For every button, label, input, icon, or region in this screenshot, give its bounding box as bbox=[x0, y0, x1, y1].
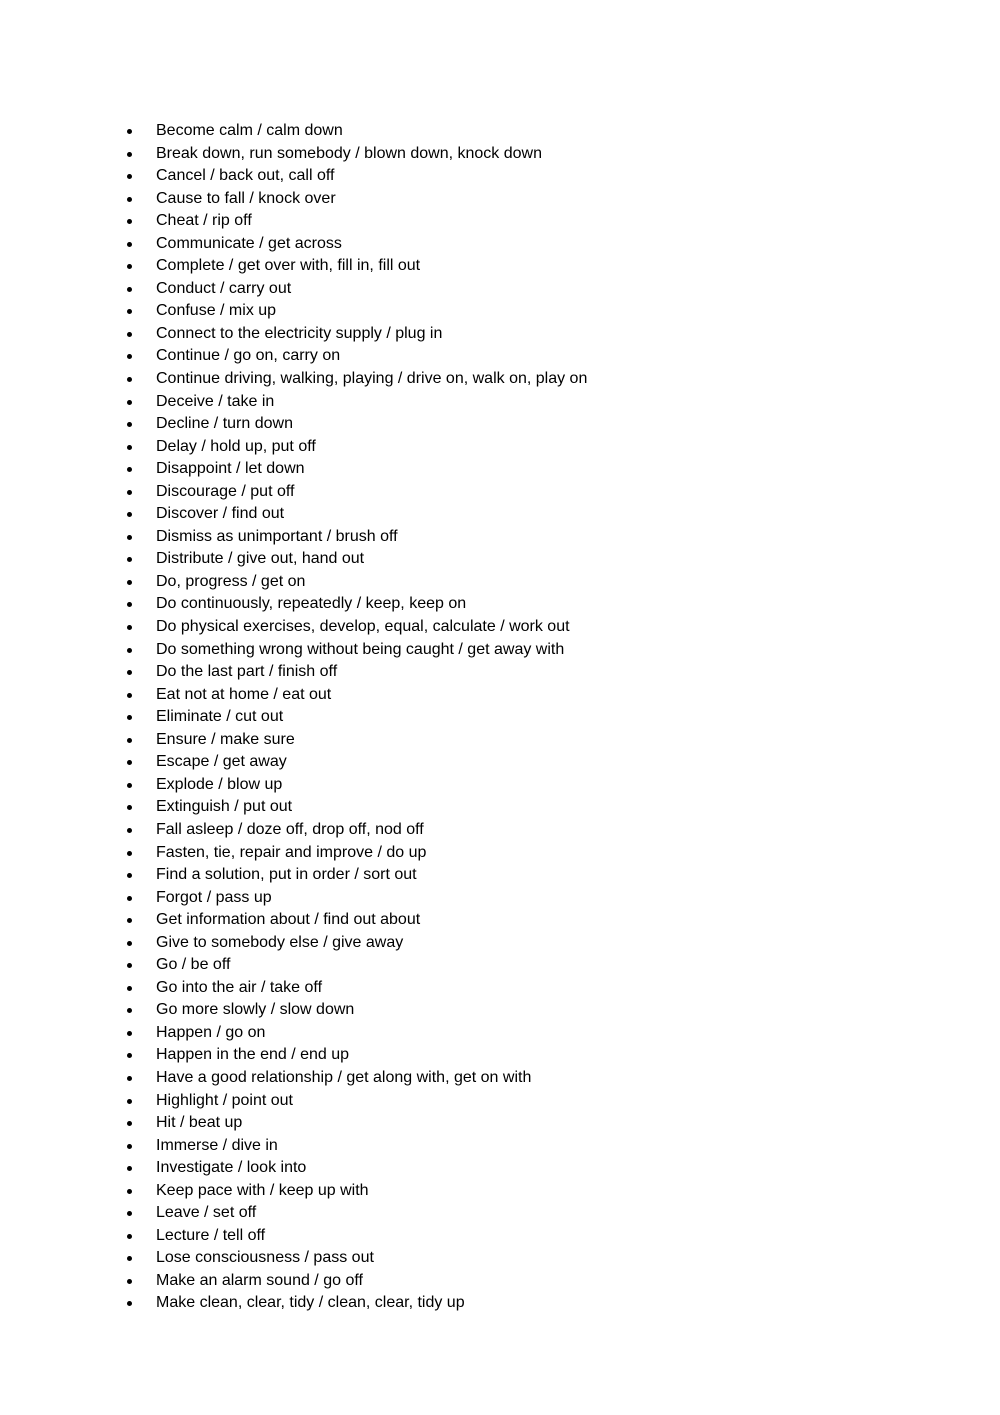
list-item-text: Do, progress / get on bbox=[156, 572, 306, 590]
bullet-icon bbox=[127, 828, 132, 833]
list-item-text: Delay / hold up, put off bbox=[156, 437, 316, 455]
bullet-icon bbox=[127, 1099, 132, 1104]
bullet-icon bbox=[127, 1008, 132, 1013]
bullet-icon bbox=[127, 963, 132, 968]
list-item-text: Eliminate / cut out bbox=[156, 708, 284, 726]
bullet-icon bbox=[127, 1166, 132, 1171]
list-item-text: Make clean, clear, tidy / clean, clear, tidy up bbox=[156, 1294, 465, 1312]
bullet-icon bbox=[127, 152, 132, 157]
list-item-text: Discourage / put off bbox=[156, 482, 295, 500]
list-item-text: Decline / turn down bbox=[156, 415, 293, 433]
bullet-icon bbox=[127, 918, 132, 923]
bullet-icon bbox=[127, 490, 132, 495]
list-item-text: Forgot / pass up bbox=[156, 888, 272, 906]
list-item-text: Continue driving, walking, playing / drive on, walk on, play on bbox=[156, 370, 588, 388]
bullet-icon bbox=[127, 1076, 132, 1081]
bullet-icon bbox=[127, 1301, 132, 1306]
bullet-icon bbox=[127, 851, 132, 856]
bullet-icon bbox=[127, 129, 132, 134]
list-item-text: Dismiss as unimportant / brush off bbox=[156, 527, 398, 545]
list-item-text: Extinguish / put out bbox=[156, 798, 293, 816]
list-item-text: Hit / beat up bbox=[156, 1114, 243, 1132]
bullet-icon bbox=[127, 648, 132, 653]
bullet-icon bbox=[127, 332, 132, 337]
bullet-icon bbox=[127, 354, 132, 359]
bullet-icon bbox=[127, 264, 132, 269]
bullet-icon bbox=[127, 1053, 132, 1058]
list-item-text: Deceive / take in bbox=[156, 392, 275, 410]
list-item-text: Have a good relationship / get along with, get on with bbox=[156, 1068, 532, 1086]
bullet-icon bbox=[127, 197, 132, 202]
list-item-text: Go / be off bbox=[156, 956, 231, 974]
bullet-icon bbox=[127, 1121, 132, 1126]
bullet-icon bbox=[127, 896, 132, 901]
list-item-text: Confuse / mix up bbox=[156, 302, 277, 320]
list-item-text: Distribute / give out, hand out bbox=[156, 550, 365, 568]
bullet-icon bbox=[127, 309, 132, 314]
list-item-text: Happen / go on bbox=[156, 1023, 266, 1041]
bullet-icon bbox=[127, 941, 132, 946]
bullet-icon bbox=[127, 287, 132, 292]
bullet-icon bbox=[127, 873, 132, 878]
bullet-icon bbox=[127, 738, 132, 743]
list-item-text: Explode / blow up bbox=[156, 775, 283, 793]
bullet-icon bbox=[127, 1279, 132, 1284]
list-item-text: Find a solution, put in order / sort out bbox=[156, 866, 417, 884]
list-item-text: Leave / set off bbox=[156, 1204, 257, 1222]
bullet-icon bbox=[127, 242, 132, 247]
list-item-text: Lose consciousness / pass out bbox=[156, 1249, 374, 1267]
list-item-text: Lecture / tell off bbox=[156, 1226, 266, 1244]
bullet-icon bbox=[127, 693, 132, 698]
list-item-text: Highlight / point out bbox=[156, 1091, 293, 1109]
bullet-icon bbox=[127, 512, 132, 517]
bullet-icon bbox=[127, 670, 132, 675]
list-item-text: Get information about / find out about bbox=[156, 911, 421, 929]
bullet-icon bbox=[127, 174, 132, 179]
bullet-icon bbox=[127, 377, 132, 382]
bullet-icon bbox=[127, 805, 132, 810]
bullet-icon bbox=[127, 1031, 132, 1036]
bullet-icon bbox=[127, 1256, 132, 1261]
list-item-text: Escape / get away bbox=[156, 753, 287, 771]
bullet-icon bbox=[127, 986, 132, 991]
list-item-text: Eat not at home / eat out bbox=[156, 685, 332, 703]
list-item-text: Go into the air / take off bbox=[156, 978, 323, 996]
bullet-icon bbox=[127, 760, 132, 765]
bullet-icon bbox=[127, 535, 132, 540]
list-item-text: Break down, run somebody / blown down, knock down bbox=[156, 144, 542, 162]
list-item-text: Cause to fall / knock over bbox=[156, 189, 336, 207]
bullet-icon bbox=[127, 219, 132, 224]
list-item-text: Cheat / rip off bbox=[156, 212, 252, 230]
list-item-text: Fasten, tie, repair and improve / do up bbox=[156, 843, 427, 861]
list-item-text: Make an alarm sound / go off bbox=[156, 1271, 363, 1289]
list-item-text: Continue / go on, carry on bbox=[156, 347, 341, 365]
list-item-text: Immerse / dive in bbox=[156, 1136, 278, 1154]
list-item-text: Do continuously, repeatedly / keep, keep on bbox=[156, 595, 467, 613]
bullet-icon bbox=[127, 400, 132, 405]
bullet-icon bbox=[127, 445, 132, 450]
bullet-icon bbox=[127, 1144, 132, 1149]
list-item-text: Complete / get over with, fill in, fill out bbox=[156, 257, 421, 275]
list-item-text: Disappoint / let down bbox=[156, 460, 305, 478]
list-item-text: Do the last part / finish off bbox=[156, 663, 338, 681]
list-item-text: Keep pace with / keep up with bbox=[156, 1181, 369, 1199]
bullet-icon bbox=[127, 467, 132, 472]
list-item-text: Happen in the end / end up bbox=[156, 1046, 350, 1064]
list-item-text: Give to somebody else / give away bbox=[156, 933, 404, 951]
list-item-text: Cancel / back out, call off bbox=[156, 167, 335, 185]
bullet-icon bbox=[127, 1234, 132, 1239]
bullet-icon bbox=[127, 580, 132, 585]
bullet-icon bbox=[127, 1211, 132, 1216]
list-item-text: Investigate / look into bbox=[156, 1159, 307, 1177]
list-item-text: Do physical exercises, develop, equal, calculate / work out bbox=[156, 618, 570, 636]
list-item-text: Become calm / calm down bbox=[156, 122, 343, 139]
bullet-icon bbox=[127, 1189, 132, 1194]
list-item-text: Fall asleep / doze off, drop off, nod off bbox=[156, 820, 424, 838]
list-item-text: Go more slowly / slow down bbox=[156, 1001, 355, 1019]
bullet-icon bbox=[127, 557, 132, 562]
list-item-text: Conduct / carry out bbox=[156, 279, 292, 297]
bullet-icon bbox=[127, 422, 132, 427]
bullet-icon bbox=[127, 625, 132, 630]
bullet-icon bbox=[127, 602, 132, 607]
bullet-icon bbox=[127, 783, 132, 788]
list-item-text: Discover / find out bbox=[156, 505, 285, 523]
bullet-icon bbox=[127, 715, 132, 720]
list-item-text: Connect to the electricity supply / plug in bbox=[156, 324, 443, 342]
list-item-text: Communicate / get across bbox=[156, 234, 342, 252]
list-item-text: Ensure / make sure bbox=[156, 730, 295, 748]
list-item-text: Do something wrong without being caught / get away with bbox=[156, 640, 565, 658]
